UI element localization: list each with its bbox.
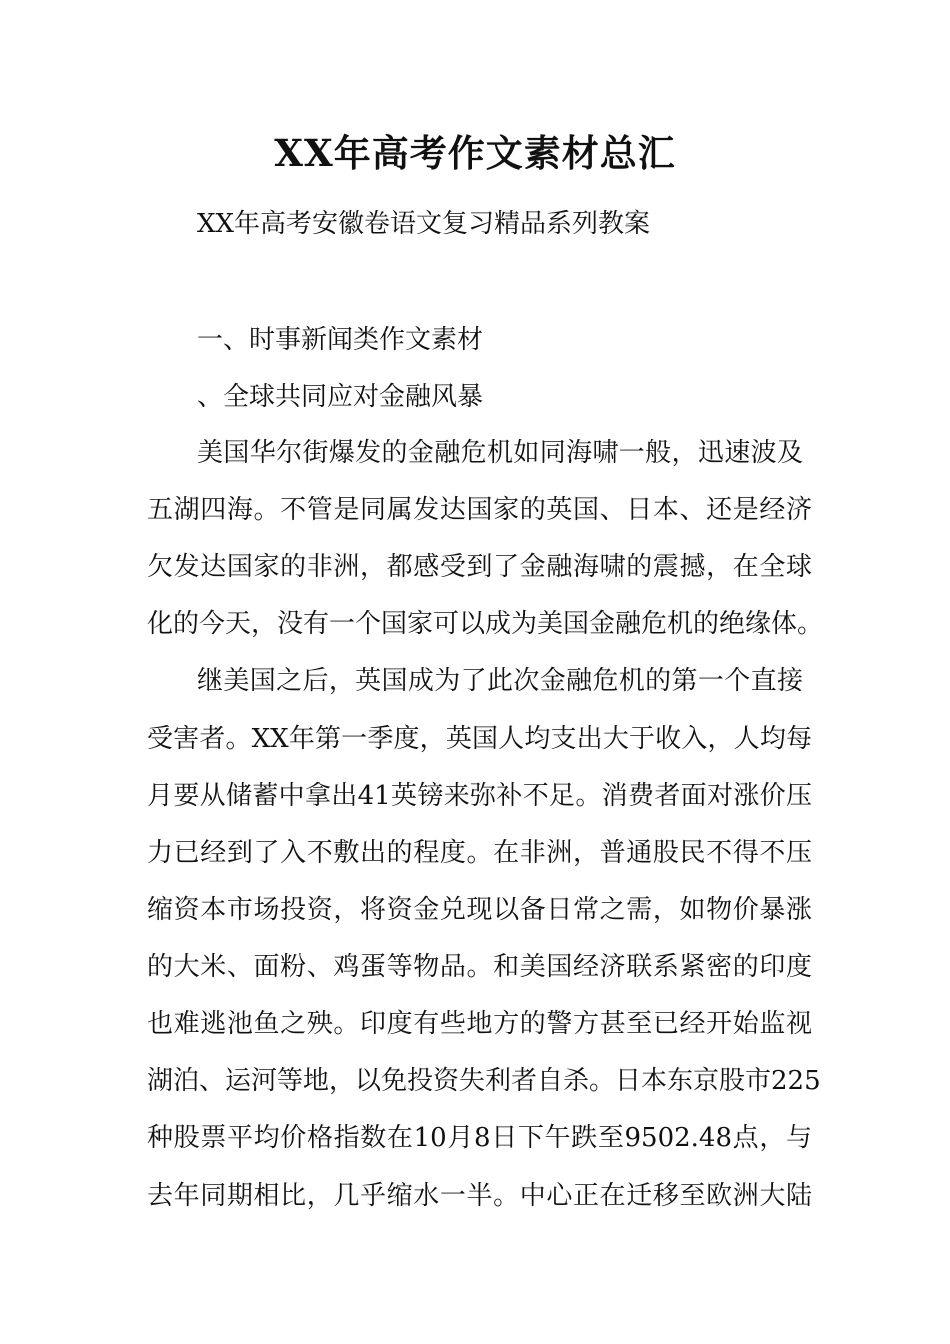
paragraph-2-line-5: 缩资本市场投资，将资金兑现以备日常之需，如物价暴涨 [147,895,812,925]
document-subtitle: XX年高考安徽卷语文复习精品系列教案 [197,209,651,239]
paragraph-2-line-6: 的大米、面粉、鸡蛋等物品。和美国经济联系紧密的印度 [147,952,812,982]
paragraph-2-line-7: 也难逃池鱼之殃。印度有些地方的警方甚至已经开始监视 [147,1009,812,1039]
section-heading: 一、时事新闻类作文素材 [197,325,484,355]
paragraph-1-line-4: 化的今天，没有一个国家可以成为美国金融危机的绝缘体。 [147,609,824,639]
paragraph-2-line-3: 月要从储蓄中拿出41英镑来弥补不足。消费者面对涨价压 [147,781,812,811]
paragraph-1-line-1: 美国华尔街爆发的金融危机如同海啸一般，迅速波及 [197,438,803,468]
paragraph-2-line-9: 种股票平均价格指数在10月8日下午跌至9502.48点，与 [147,1123,812,1153]
paragraph-2-line-4: 力已经到了入不敷出的程度。在非洲，普通股民不得不压 [147,838,812,868]
paragraph-2-line-1: 继美国之后，英国成为了此次金融危机的第一个直接 [197,666,803,696]
document-title: XX年高考作文素材总汇 [274,131,676,175]
subsection-heading: 、全球共同应对金融风暴 [197,382,484,412]
paragraph-2-line-2: 受害者。XX年第一季度，英国人均支出大于收入，人均每 [147,724,812,754]
paragraph-1-line-3: 欠发达国家的非洲，都感受到了金融海啸的震撼，在全球 [147,552,812,582]
paragraph-2-line-10: 去年同期相比，几乎缩水一半。中心正在迁移至欧洲大陆 [147,1181,812,1211]
paragraph-2-line-8: 湖泊、运河等地，以免投资失利者自杀。日本东京股市225 [147,1066,821,1096]
paragraph-1-line-2: 五湖四海。不管是同属发达国家的英国、日本、还是经济 [147,495,812,525]
